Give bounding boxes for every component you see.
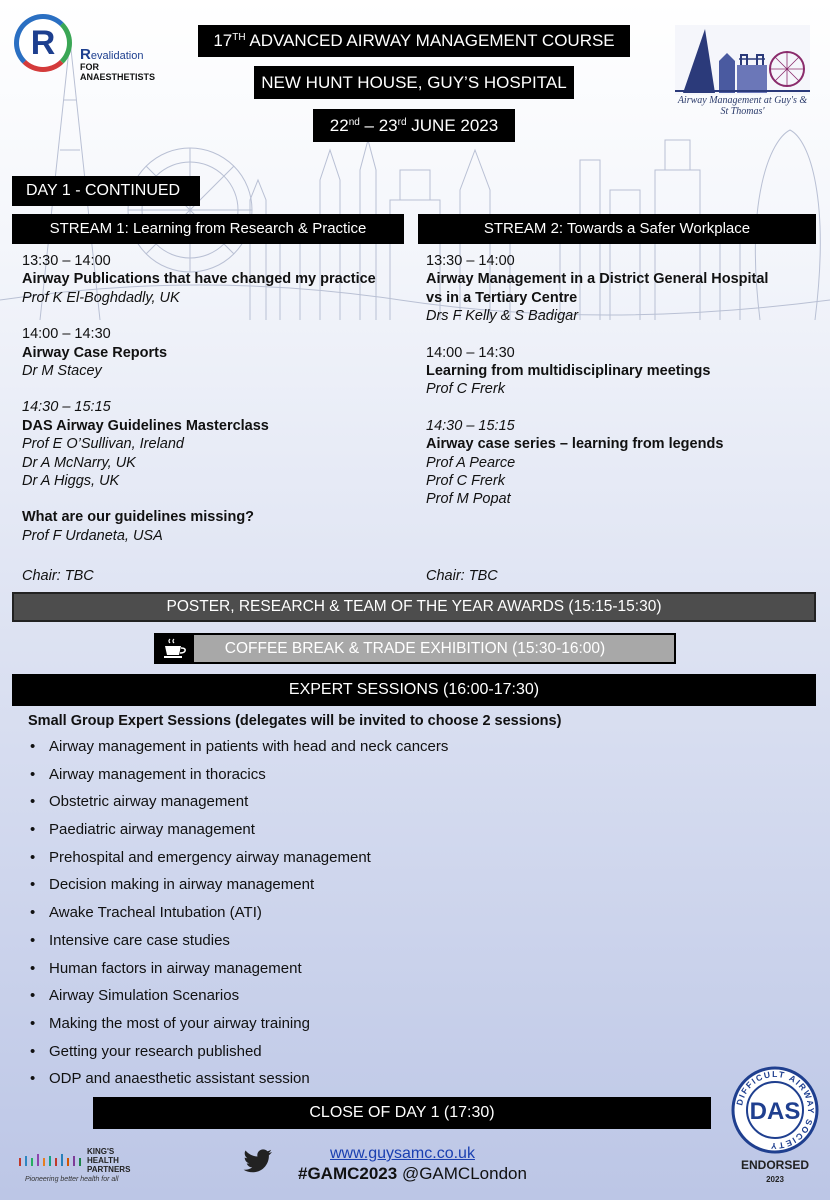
list-item: • Decision making in airway management — [30, 875, 448, 903]
list-item: • Awake Tracheal Intubation (ATI) — [30, 903, 448, 931]
das-endorsed-logo: DIFFICULT AIRWAY SOCIETY DAS ENDORSED 2023 — [730, 1064, 820, 1192]
airway-management-logo: Airway Management at Guy's & St Thomas' — [675, 25, 810, 111]
list-item: • Paediatric airway management — [30, 820, 448, 848]
session-item: 14:30 – 15:15 Airway case series – learning from legends Prof A Pearce Prof C Frerk Prof M Popat — [426, 417, 724, 508]
revalidation-logo: R Revalidation FOR ANAESTHETISTS — [14, 12, 174, 76]
venue-title: NEW HUNT HOUSE, GUY’S HOSPITAL — [254, 66, 574, 99]
stream2-program — [426, 252, 816, 527]
list-item: • Airway management in thoracics — [30, 765, 448, 793]
twitter-bird-icon[interactable] — [243, 1149, 273, 1175]
list-item: • Airway management in patients with head and neck cancers — [30, 737, 448, 765]
kings-health-partners-logo: KING'S HEALTH PARTNERS Pioneering better health for all — [17, 1145, 177, 1185]
session-item: 14:30 – 15:15 DAS Airway Guidelines Masterclass Prof E O’Sullivan, Ireland Dr A McNarry, UK Dr A Higgs, UK — [22, 399, 269, 490]
session-item: What are our guidelines missing? Prof F Urdaneta, USA — [22, 509, 255, 544]
session-item: 13:30 – 14:00 Airway Management in a District General Hospital vs in a Tertiary Centre Drs F Kelly & S Badigar — [426, 253, 769, 325]
stream1-program — [22, 252, 402, 563]
svg-text:DAS: DAS — [749, 1098, 801, 1125]
course-dates: 22nd – 23rd JUNE 2023 — [313, 109, 515, 142]
session-item: 14:00 – 14:30 Learning from multidisciplinary meetings Prof C Frerk — [426, 344, 711, 398]
course-title: 17TH ADVANCED AIRWAY MANAGEMENT COURSE — [198, 25, 630, 57]
list-item: • ODP and anaesthetic assistant session — [30, 1069, 448, 1097]
khp-bars-icon — [17, 1148, 83, 1174]
list-item: • Getting your research published — [30, 1042, 448, 1070]
stream2-header: STREAM 2: Towards a Safer Workplace — [418, 214, 816, 244]
stream1-chair: Chair: TBC — [22, 568, 94, 584]
close-of-day-bar: CLOSE OF DAY 1 (17:30) — [93, 1097, 711, 1129]
list-item: • Making the most of your airway training — [30, 1014, 448, 1042]
list-item: • Airway Simulation Scenarios — [30, 986, 448, 1014]
stream1-header: STREAM 1: Learning from Research & Practice — [12, 214, 404, 244]
das-seal-icon — [730, 1064, 820, 1156]
expert-session-list — [30, 737, 448, 1097]
awards-bar: POSTER, RESEARCH & TEAM OF THE YEAR AWARDS (15:15-15:30) — [12, 592, 816, 622]
list-item: • Obstetric airway management — [30, 792, 448, 820]
list-item: • Intensive care case studies — [30, 931, 448, 959]
stream2-chair: Chair: TBC — [426, 568, 498, 584]
expert-intro: Small Group Expert Sessions (delegates will be invited to choose 2 sessions) — [28, 713, 562, 729]
twitter-handle[interactable]: @GAMCLondon — [397, 1164, 527, 1183]
social-tags — [298, 1164, 527, 1184]
list-item: • Prehospital and emergency airway management — [30, 848, 448, 876]
coffee-cup-icon — [156, 635, 194, 662]
london-skyline-logo-icon — [675, 25, 810, 95]
hashtag[interactable]: #GAMC2023 — [298, 1164, 398, 1183]
session-item: 14:00 – 14:30 Airway Case Reports Dr M Stacey — [22, 326, 168, 380]
svg-text:DIFFICULT AIRWAY SOCIETY: DIFFICULT AIRWAY SOCIETY — [734, 1068, 817, 1152]
expert-sessions-bar: EXPERT SESSIONS (16:00-17:30) — [12, 674, 816, 706]
coffee-break-bar: COFFEE BREAK & TRADE EXHIBITION (15:30-16:00) — [154, 633, 676, 664]
list-item: • Human factors in airway management — [30, 959, 448, 987]
session-item: 13:30 – 14:00 Airway Publications that have changed my practice Prof K El-Boghdadly, UK — [22, 253, 376, 306]
day-label: DAY 1 - CONTINUED — [12, 176, 200, 206]
website-link[interactable]: www.guysamc.co.uk — [330, 1145, 475, 1162]
revalidation-r-icon: R — [14, 14, 72, 72]
